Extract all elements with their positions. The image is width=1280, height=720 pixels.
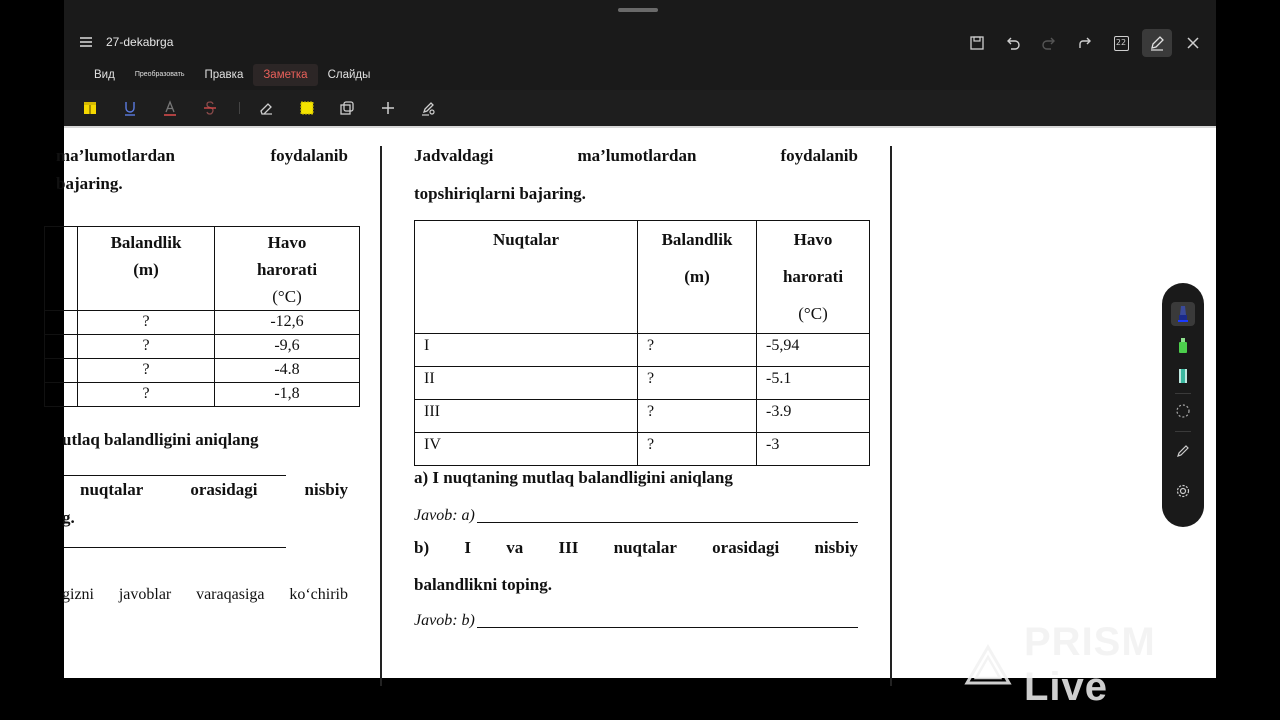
floating-pen-panel: [1162, 283, 1204, 527]
left-intro-line2: bajaring.: [56, 174, 123, 193]
table-cell: II: [415, 367, 638, 400]
table-cell: -1,8: [215, 383, 360, 407]
qb-word: III: [558, 538, 579, 557]
left-qb-word: nisbiy: [304, 480, 348, 499]
table-cell: I: [415, 334, 638, 367]
document-title: 27-dekabrga: [106, 35, 174, 49]
sticky-note-icon[interactable]: [297, 98, 317, 118]
intro-word: Jadvaldagi: [414, 146, 494, 165]
shapes-icon[interactable]: [337, 98, 357, 118]
menu-note[interactable]: Заметка: [253, 64, 317, 86]
menu-view[interactable]: Вид: [94, 69, 115, 81]
answer-a-field[interactable]: [414, 507, 858, 525]
right-intro-line1: [414, 146, 858, 166]
qb-word: orasidagi: [712, 538, 780, 557]
panel-divider: [1175, 431, 1191, 432]
left-intro-word: foydalanib: [270, 146, 348, 165]
table-cell: -12,6: [215, 311, 360, 335]
title-actions: [962, 29, 1208, 57]
header-text: (m): [684, 267, 710, 286]
table-cell: ?: [638, 334, 757, 367]
right-question-b-line2: balandlikni toping.: [414, 575, 552, 594]
answer-b-field[interactable]: [414, 612, 858, 630]
table-row: [415, 367, 870, 400]
header-text: Havo: [267, 233, 307, 252]
table-cell: ?: [638, 400, 757, 433]
table-row: [45, 335, 360, 359]
edit-mode-icon[interactable]: [1142, 29, 1172, 57]
panel-divider: [1175, 393, 1191, 394]
redo-icon[interactable]: [1034, 29, 1064, 57]
answer-a-line: [477, 522, 858, 523]
header-text: (°C): [272, 287, 302, 306]
table-cell: III: [415, 400, 638, 433]
left-footer-word: gizni: [62, 586, 94, 603]
points-data-table: [414, 220, 870, 466]
lasso-icon[interactable]: [1171, 399, 1195, 423]
table-cell: -3.9: [757, 400, 870, 433]
table-cell: ?: [638, 367, 757, 400]
header-text: Balandlik: [661, 230, 733, 249]
watermark-text: PRISM Live: [1024, 620, 1156, 709]
prism-logo-icon: [964, 644, 1012, 686]
header-text: (°C): [798, 304, 828, 323]
table-cell: IV: [415, 433, 638, 466]
annotation-toolbar: [64, 90, 1216, 126]
text-color-icon[interactable]: [160, 98, 180, 118]
table-row: [415, 400, 870, 433]
note-app-window: [56, 0, 1216, 678]
left-question-a: utlaq balandligini aniqlang: [62, 430, 259, 449]
strikethrough-icon[interactable]: [200, 98, 220, 118]
table-cell: ?: [638, 433, 757, 466]
left-footer-word: varaqasiga: [196, 586, 265, 603]
page-count-badge: 22: [1114, 36, 1129, 51]
qb-word: nuqtalar: [613, 538, 677, 557]
canvas-top-border: [64, 126, 1216, 128]
table-cell: ?: [78, 311, 215, 335]
save-icon[interactable]: [962, 29, 992, 57]
left-footer-word: ko‘chirib: [289, 586, 348, 603]
header-text: Nuqtalar: [492, 230, 560, 249]
left-data-table: [44, 226, 360, 407]
table-cell: -9,6: [215, 335, 360, 359]
table-row: [415, 433, 870, 466]
table-header-temp: [215, 227, 360, 311]
table-cell: -3: [757, 433, 870, 466]
left-intro-line1: [56, 146, 348, 166]
menu-bar: [64, 62, 380, 88]
answer-b-label: Javob: b): [414, 612, 475, 629]
left-footer-word: javoblar: [118, 586, 172, 603]
table-header-height: [78, 227, 215, 311]
left-answer-line-a: [64, 475, 286, 476]
intro-word: foydalanib: [780, 146, 858, 165]
page-divider-right: [890, 146, 892, 686]
left-qb-word: nuqtalar: [80, 480, 144, 499]
title-bar: [64, 26, 1216, 60]
right-question-b-line1: [414, 538, 858, 558]
page-count-icon[interactable]: [1106, 29, 1136, 57]
toolbar-divider: [239, 102, 240, 114]
left-intro-word: ma’lumotlardan: [56, 146, 175, 165]
left-question-b-line1: [80, 480, 348, 500]
highlight-box-icon[interactable]: [80, 98, 100, 118]
menu-convert[interactable]: Преобразовать: [134, 71, 185, 78]
add-icon[interactable]: [378, 98, 398, 118]
table-cell: [45, 311, 78, 335]
left-question-b-line2: g.: [62, 508, 75, 527]
header-text: harorati: [782, 267, 844, 286]
eraser-icon[interactable]: [256, 98, 276, 118]
drag-handle[interactable]: [618, 8, 658, 12]
left-qb-word: orasidagi: [190, 480, 258, 499]
settings-icon[interactable]: [1171, 479, 1195, 503]
qb-word: nisbiy: [814, 538, 858, 557]
table-cell: -5.1: [757, 367, 870, 400]
table-header-temp: [757, 221, 870, 334]
page-divider-left: [380, 146, 382, 686]
table-cell: [45, 359, 78, 383]
table-row: [45, 311, 360, 335]
table-cell: [45, 383, 78, 407]
table-cell: -5,94: [757, 334, 870, 367]
table-header-height: [638, 221, 757, 334]
answer-a-label: Javob: a): [414, 507, 475, 524]
prism-live-watermark: [964, 620, 1244, 709]
qb-word: I: [464, 538, 471, 557]
close-icon[interactable]: [1178, 29, 1208, 57]
table-header-row: [415, 221, 870, 334]
table-cell: [45, 335, 78, 359]
highlighter-icon[interactable]: [1171, 364, 1195, 388]
qb-word: va: [506, 538, 524, 557]
underline-icon[interactable]: [120, 98, 140, 118]
answer-b-line: [477, 627, 858, 628]
table-cell: ?: [78, 383, 215, 407]
menu-slides[interactable]: Слайды: [327, 69, 371, 81]
pen-blue-icon[interactable]: [1171, 302, 1195, 326]
table-row: [415, 334, 870, 367]
menu-edit[interactable]: Правка: [204, 69, 244, 81]
table-header-row: [45, 227, 360, 311]
header-text: Havo: [793, 230, 833, 249]
undo-icon[interactable]: [998, 29, 1028, 57]
table-cell: ?: [78, 359, 215, 383]
table-header-points: [415, 221, 638, 334]
right-question-a: a) I nuqtaning mutlaq balandligini aniqlang: [414, 468, 733, 487]
hamburger-menu-icon[interactable]: [78, 34, 94, 50]
header-text: Balandlik: [110, 233, 182, 252]
document-canvas[interactable]: [56, 126, 1216, 678]
right-intro-line2: topshiriqlarni bajaring.: [414, 184, 586, 203]
header-text: harorati: [256, 260, 318, 279]
table-cell: -4.8: [215, 359, 360, 383]
share-icon[interactable]: [1070, 29, 1100, 57]
marker-green-icon[interactable]: [1171, 334, 1195, 358]
intro-word: ma’lumotlardan: [577, 146, 697, 165]
pencil-icon[interactable]: [1171, 439, 1195, 463]
table-cell: ?: [78, 335, 215, 359]
table-row: [45, 359, 360, 383]
left-footer-line: [62, 586, 348, 604]
qb-word: b): [414, 538, 430, 557]
table-header-cell: [45, 227, 78, 311]
header-text: (m): [133, 260, 159, 279]
left-answer-line-b: [64, 547, 286, 548]
pen-settings-icon[interactable]: [418, 98, 438, 118]
table-row: [45, 383, 360, 407]
